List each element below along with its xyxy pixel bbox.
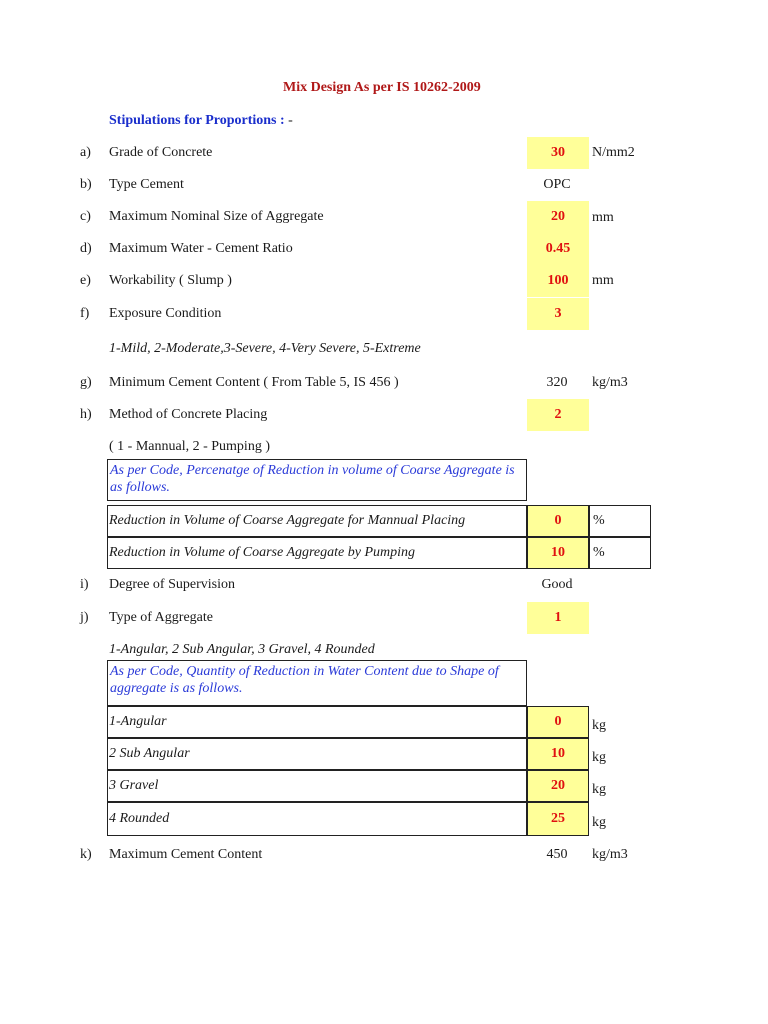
placing-row-unit: % [589,537,651,569]
aggregate-row-desc: 1-Angular [109,714,167,729]
min-cement-value: 320 [546,375,568,390]
sub-angular-reduction-input[interactable]: 10 [527,738,589,770]
gravel-reduction-input[interactable]: 20 [527,770,589,802]
item-g-unit: kg/m3 [592,375,628,390]
item-i-desc: Degree of Supervision [109,577,235,592]
aggregate-type-input[interactable]: 1 [527,602,589,634]
subtitle-dash: - [288,113,293,128]
item-k-label: k) [80,847,92,862]
page-title: Mix Design As per IS 10262-2009 [283,80,481,95]
rounded-reduction-input[interactable]: 25 [527,802,589,836]
aggregate-row-unit: kg [592,782,606,797]
item-a-label: a) [80,145,91,160]
placing-row-unit: % [589,505,651,537]
pumping-reduction-input[interactable]: 10 [527,537,589,569]
item-i-label: i) [80,577,89,592]
item-e-desc: Workability ( Slump ) [109,273,232,288]
aggregate-row-unit: kg [592,815,606,830]
item-g-label: g) [80,375,92,390]
item-a-desc: Grade of Concrete [109,145,213,160]
exposure-note: 1-Mild, 2-Moderate,3-Severe, 4-Very Severe, 5-Extreme [109,341,421,356]
placing-method-input[interactable]: 2 [527,399,589,431]
item-j-desc: Type of Aggregate [109,610,213,625]
item-a-unit: N/mm2 [592,145,635,160]
slump-input[interactable]: 100 [527,265,589,297]
item-e-unit: mm [592,273,614,288]
item-f-desc: Exposure Condition [109,306,222,321]
placing-note: ( 1 - Mannual, 2 - Pumping ) [109,439,270,454]
item-b-label: b) [80,177,92,192]
item-c-desc: Maximum Nominal Size of Aggregate [109,209,324,224]
aggregate-row-desc: 2 Sub Angular [109,746,190,761]
manual-reduction-input[interactable]: 0 [527,505,589,537]
section-subtitle [109,114,293,128]
placing-row-desc: Reduction in Volume of Coarse Aggregate by Pumping [109,545,416,560]
cement-type-value: OPC [543,177,571,192]
item-j-label: j) [80,610,89,625]
aggregate-note: 1-Angular, 2 Sub Angular, 3 Gravel, 4 Rounded [109,642,375,657]
item-b-desc: Type Cement [109,177,184,192]
subtitle-text: Stipulations for Proportions : [109,113,285,128]
table-row [107,770,527,802]
item-g-desc: Minimum Cement Content ( From Table 5, IS 456 ) [109,375,399,390]
table-row [107,738,527,770]
item-e-label: e) [80,273,91,288]
aggregate-row-unit: kg [592,750,606,765]
max-cement-value: 450 [546,847,568,862]
exposure-condition-input[interactable]: 3 [527,298,589,330]
aggregate-row-desc: 4 Rounded [109,811,170,826]
table-row [107,505,527,537]
item-c-unit: mm [592,210,614,225]
item-f-label: f) [80,306,90,321]
table-row [107,537,527,569]
aggregate-size-input[interactable]: 20 [527,201,589,233]
item-h-label: h) [80,407,92,422]
item-k-unit: kg/m3 [592,847,628,862]
item-h-desc: Method of Concrete Placing [109,407,268,422]
grade-of-concrete-input[interactable]: 30 [527,137,589,169]
item-d-label: d) [80,241,92,256]
supervision-value: Good [541,577,573,592]
placing-table-note: As per Code, Percenatge of Reduction in volume of Coarse Aggregate is as follows. [107,459,527,501]
item-k-desc: Maximum Cement Content [109,847,263,862]
water-cement-ratio-input[interactable]: 0.45 [527,233,589,265]
table-row [107,802,527,836]
angular-reduction-input[interactable]: 0 [527,706,589,738]
item-c-label: c) [80,209,91,224]
item-d-desc: Maximum Water - Cement Ratio [109,241,293,256]
placing-row-desc: Reduction in Volume of Coarse Aggregate for Mannual Placing [109,513,466,528]
aggregate-table-note: As per Code, Quantity of Reduction in Water Content due to Shape of aggregate is as follows. [107,660,527,706]
table-row [107,706,527,738]
aggregate-row-unit: kg [592,718,606,733]
aggregate-row-desc: 3 Gravel [109,778,159,793]
